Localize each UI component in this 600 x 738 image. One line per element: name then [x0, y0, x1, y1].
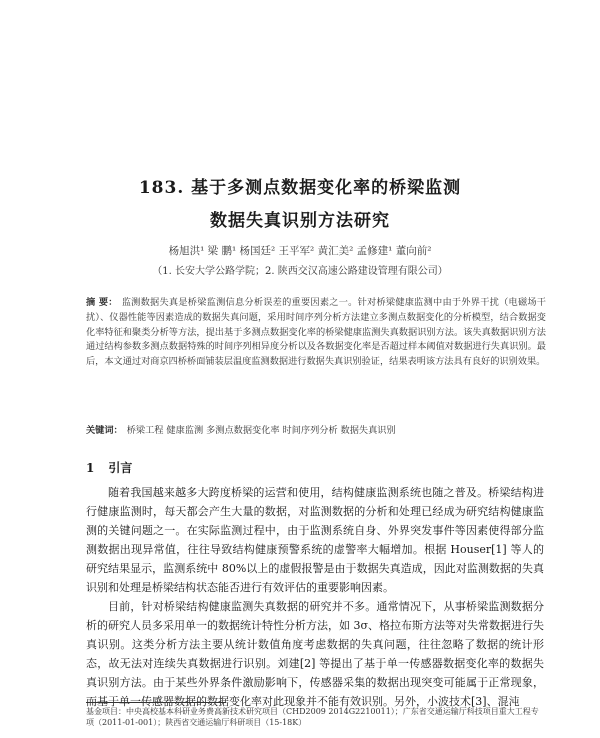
section-title: 引言 [108, 461, 133, 475]
keywords [86, 422, 546, 436]
affiliation: （1. 长安大学公路学院；2. 陕西交汉高速公路建设管理有限公司） [152, 266, 448, 277]
body-text [86, 483, 544, 711]
footnote-divider [86, 702, 226, 703]
paragraph-2: 目前，针对桥梁结构健康监测失真数据的研究并不多。通常情况下，从事桥梁监测数据分析的研究人员多采用单一的数据统计特性分析方法，如 3σ、格拉布斯方法等对失常数据进行失真识别。这类分析方法主要从统计数值角度考虑数据的失真问题，往往忽略了数据的统计形态，故无法对连续失真数据进行识别。刘建[2] 等提出了基于单一传感器数据变化率的数据失真识别方法。由于某些外界条件激励影响下，传感器采集的数据出现突变可能属于正常现象，而基于单一传感器数据的数据变化率对此现象并不能有效识别。另外，小波技术[3]、混沌 [86, 600, 545, 708]
keywords-label: 关键词： [86, 425, 123, 436]
section-number: 1 [86, 461, 95, 475]
section-heading [86, 459, 132, 476]
footnote: 基金项目：中央高校基本科研业务费高新技术研究项目（CHD2009 2014G2210011）；广东省交通运输厅科技项目重大工程专项（2011-01-001）；陕西省交通运输厅科研项目（15-18K） [86, 707, 539, 727]
abstract-text: 监测数据失真是桥梁监测信息分析误差的重要因素之一。针对桥梁健康监测中由于外界干扰（电磁场干扰）、仪器性能等因素造成的数据失真问题，采用时间序列分析方法建立多测点数据变化的分析模型，结合数据变化率特征和聚类分析等方法，提出基于多测点数据变化率的桥梁健康监测失真数据识别方法。该失真数据识别方法通过结构参数多测点数据特殊的时间序列相异度分析以及各数据变化率是否超过样本阈值对数据进行失真识别。最后，本文通过对商京四桥桥面铺装层温度监测数据进行数据失真识别验证，结果表明该方法具有良好的识别效果。 [86, 297, 546, 368]
abstract [86, 296, 546, 370]
paper-title-line-1: 183. 基于多测点数据变化率的桥梁监测 [138, 178, 462, 198]
author-list: 杨旭洪¹ 梁 鹏¹ 杨国廷² 王平军² 黄汇美² 孟修建¹ 董向前² [168, 245, 432, 257]
paper-title-line-2: 数据失真识别方法研究 [210, 211, 390, 231]
keywords-text: 桥梁工程 健康监测 多测点数据变化率 时间序列分析 数据失真识别 [126, 425, 396, 436]
paragraph-1: 随着我国越来越多大跨度桥梁的运营和使用，结构健康监测系统也随之普及。桥梁结构进行健康监测时，每天都会产生大量的数据，对监测数据的分析和处理已经成为研究结构健康监测的关键问题之一。在实际监测过程中，由于监测系统自身、外界突发事件等因素使得部分监测数据出现异常值，往往导致结构健康预警系统的虚警率大幅增加。根据 Houser[1] 等人的研究结果显示，监测系统中 80%以上的虚假报警是由于数据失真造成，因此对监测数据的失真识别和处理是桥梁结构状态能否进行有效评估的重要影响因素。 [86, 486, 544, 594]
abstract-label: 摘 要： [86, 297, 118, 308]
